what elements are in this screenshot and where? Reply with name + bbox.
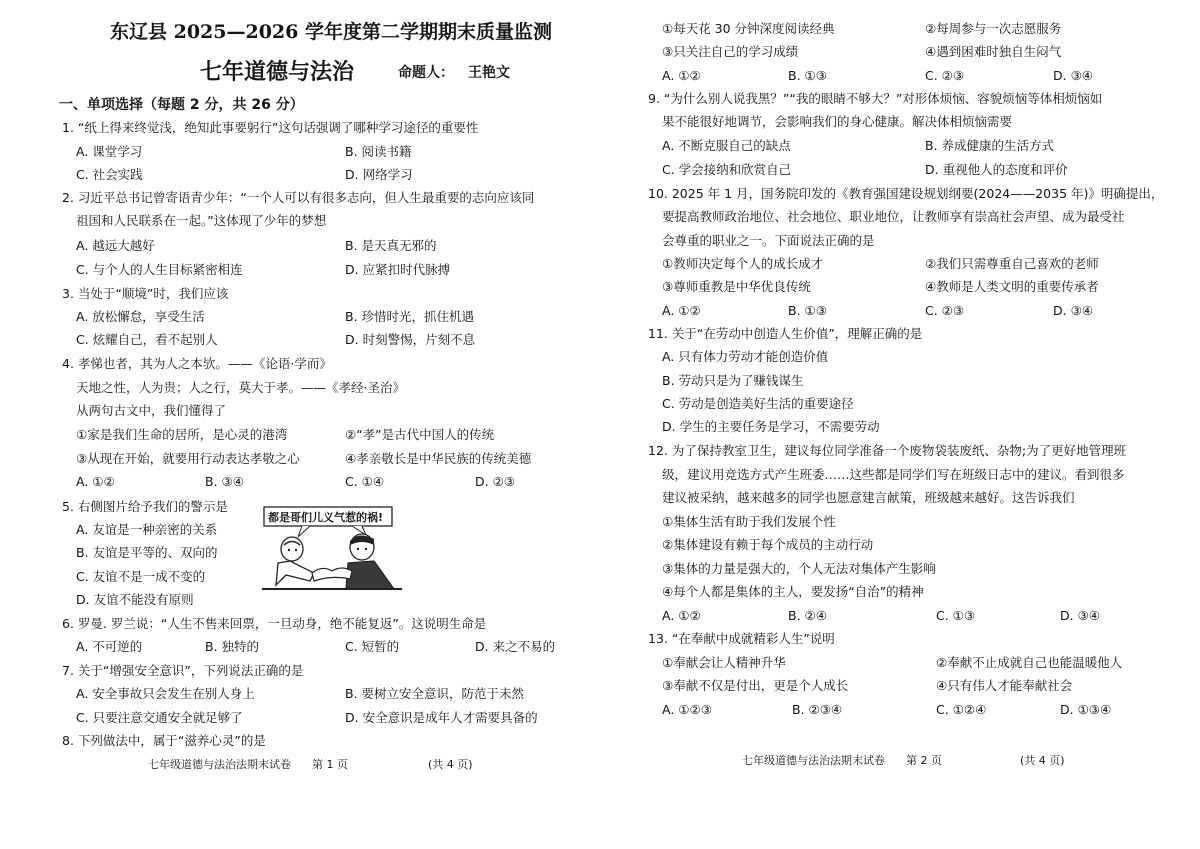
question-11-option-b: B. 劳动只是为了赚钱谋生 <box>662 373 804 388</box>
question-8-option-c: C. ②③ <box>925 68 965 83</box>
subject-title: 七年道德与法治 <box>200 59 355 85</box>
question-12-option-a: A. ①② <box>662 608 701 623</box>
question-2-option-c: C. 与个人的人生目标紧密相连 <box>76 262 243 277</box>
footer-exam-label: 七年级道德与法治法期末试卷 <box>148 758 291 771</box>
question-7-option-a: A. 安全事故只会发生在别人身上 <box>76 686 255 701</box>
question-8-stem: 8. 下列做法中，属于“滋养心灵”的是 <box>62 733 266 748</box>
question-6-stem: 6. 罗曼. 罗兰说：“人生不售来回票，一旦动身，绝不能复返”。这说明生命是 <box>62 616 487 631</box>
question-5-option-b: B. 友谊是平等的、双向的 <box>76 545 218 560</box>
question-11-stem: 11. 关于“在劳动中创造人生价值”，理解正确的是 <box>648 326 923 341</box>
question-4-option-b: B. ③④ <box>205 474 244 489</box>
question-9-option-a: A. 不断克服自己的缺点 <box>662 138 791 153</box>
question-2-option-b: B. 是天真无邪的 <box>345 238 437 253</box>
footer-page-number: 第 2 页 <box>906 754 942 767</box>
question-4-prompt: 从两句古文中，我们懂得了 <box>76 403 227 418</box>
question-12-option-d: D. ③④ <box>1060 608 1100 623</box>
question-10-statement-2: ②我们只需尊重自己喜欢的老师 <box>925 256 1099 271</box>
question-3-option-b: B. 珍惜时光，抓住机遇 <box>345 309 475 324</box>
question-12-stem-cont-1: 级，建议用竞选方式产生班委……这些都是同学们写在班级日志中的建议。看到很多 <box>662 467 1125 482</box>
question-4-quote-2: 天地之性，人为贵；人之行，莫大于孝。——《孝经·圣治》 <box>76 380 405 395</box>
question-10-statement-3: ③尊师重教是中华优良传统 <box>662 279 811 294</box>
question-13-stem: 13. “在奉献中成就精彩人生”说明 <box>648 631 835 646</box>
question-1-stem: 1. “纸上得来终觉浅，绝知此事要躬行”这句话强调了哪种学习途径的重要性 <box>62 120 479 135</box>
question-10-stem: 10. 2025 年 1 月，国务院印发的《教育强国建设规划纲要(2024——2035 年)》明确提出， <box>648 186 1164 201</box>
question-13-option-b: B. ②③④ <box>792 702 843 717</box>
question-13-option-d: D. ①③④ <box>1060 702 1112 717</box>
question-12-statement-3: ③集体的力量是强大的，个人无法对集体产生影响 <box>662 561 936 576</box>
question-4-statement-4: ④孝亲敬长是中华民族的传统美德 <box>345 451 532 466</box>
question-9-stem: 9. “为什么别人说我黑？”“我的眼睛不够大？”对形体烦恼、容貌烦恼等体相烦恼如 <box>648 91 1103 106</box>
cartoon-caption: 都是哥们儿义气惹的祸! <box>268 511 384 524</box>
footer-exam-label: 七年级道德与法治法期末试卷 <box>742 754 885 767</box>
question-12-statement-4: ④每个人都是集体的主人，要发扬“自治”的精神 <box>662 584 924 599</box>
question-6-option-c: C. 短暂的 <box>345 639 400 654</box>
question-6-option-a: A. 不可逆的 <box>76 639 143 654</box>
question-11-option-a: A. 只有体力劳动才能创造价值 <box>662 349 829 364</box>
question-3-option-c: C. 炫耀自己，看不起别人 <box>76 332 218 347</box>
question-12-statement-2: ②集体建设有赖于每个成员的主动行动 <box>662 537 874 552</box>
question-9-option-d: D. 重视他人的态度和评价 <box>925 162 1068 177</box>
question-13-statement-3: ③奉献不仅是付出，更是个人成长 <box>662 678 849 693</box>
question-9-option-b: B. 养成健康的生活方式 <box>925 138 1055 153</box>
question-10-option-c: C. ②③ <box>925 303 965 318</box>
question-5-option-d: D. 友谊不能没有原则 <box>76 592 194 607</box>
question-11-option-c: C. 劳动是创造美好生活的重要途径 <box>662 396 854 411</box>
footer-total-pages: (共 4 页) <box>428 758 473 771</box>
question-4-statement-3: ③从现在开始，就要用行动表达孝敬之心 <box>76 451 300 466</box>
question-10-option-a: A. ①② <box>662 303 701 318</box>
question-4-option-a: A. ①② <box>76 474 115 489</box>
question-4-option-d: D. ②③ <box>475 474 515 489</box>
question-13-statement-2: ②奉献不止成就自己也能温暖他人 <box>936 655 1123 670</box>
question-10-option-b: B. ①③ <box>788 303 827 318</box>
question-13-statement-4: ④只有伟人才能奉献社会 <box>936 678 1073 693</box>
question-4-option-c: C. ①④ <box>345 474 385 489</box>
question-12-stem: 12. 为了保持教室卫生，建议每位同学准备一个废物袋装废纸、杂物;为了更好地管理班 <box>648 443 1127 458</box>
question-7-option-d: D. 安全意识是成年人才需要具备的 <box>345 710 538 725</box>
question-1-option-c: C. 社会实践 <box>76 167 143 182</box>
question-8-option-a: A. ①② <box>662 68 701 83</box>
question-2-stem-cont: 祖国和人民联系在一起。”这体现了少年的梦想 <box>76 213 327 228</box>
question-6-option-d: D. 来之不易的 <box>475 639 556 654</box>
question-5-option-c: C. 友谊不是一成不变的 <box>76 569 206 584</box>
question-9-stem-cont: 果不能很好地调节，会影响我们的身心健康。解决体相烦恼需要 <box>662 114 1013 129</box>
question-1-option-d: D. 网络学习 <box>345 167 413 182</box>
exam-page-2 <box>600 0 1200 849</box>
question-10-stem-cont-2: 会尊重的职业之一。下面说法正确的是 <box>662 233 875 248</box>
question-4-statement-1: ①家是我们生命的居所，是心灵的港湾 <box>76 427 288 442</box>
question-8-option-d: D. ③④ <box>1053 68 1093 83</box>
friendship-cartoon-image <box>262 505 407 593</box>
question-2-stem: 2. 习近平总书记曾寄语青少年：“一个人可以有很多志向，但人生最重要的志向应该同 <box>62 190 535 205</box>
question-5-stem: 5. 右侧图片给予我们的警示是 <box>62 499 228 514</box>
question-13-statement-1: ①奉献会让人精神升华 <box>662 655 786 670</box>
author-label: 命题人： <box>398 65 454 81</box>
question-8-statement-1: ①每天花 30 分钟深度阅读经典 <box>662 21 835 36</box>
question-12-option-c: C. ①③ <box>936 608 976 623</box>
author-name: 王艳文 <box>468 65 510 81</box>
footer-total-pages: (共 4 页) <box>1020 754 1065 767</box>
question-2-option-d: D. 应紧扣时代脉搏 <box>345 262 451 277</box>
question-7-stem: 7. 关于“增强安全意识”，下列说法正确的是 <box>62 663 304 678</box>
question-6-option-b: B. 独特的 <box>205 639 260 654</box>
question-9-option-c: C. 学会接纳和欣赏自己 <box>662 162 792 177</box>
question-10-option-d: D. ③④ <box>1053 303 1093 318</box>
question-12-statement-1: ①集体生活有助于我们发展个性 <box>662 514 836 529</box>
question-12-option-b: B. ②④ <box>788 608 827 623</box>
question-8-option-b: B. ①③ <box>788 68 827 83</box>
question-3-stem: 3. 当处于“顺境”时，我们应该 <box>62 286 229 301</box>
question-13-option-c: C. ①②④ <box>936 702 987 717</box>
question-4-statement-2: ②“孝”是古代中国人的传统 <box>345 427 495 442</box>
question-2-option-a: A. 越远大越好 <box>76 238 155 253</box>
question-8-statement-3: ③只关注自己的学习成绩 <box>662 44 799 59</box>
question-13-option-a: A. ①②③ <box>662 702 712 717</box>
question-1-option-b: B. 阅读书籍 <box>345 144 412 159</box>
question-8-statement-4: ④遇到困难时独自生闷气 <box>925 44 1062 59</box>
question-7-option-c: C. 只要注意交通安全就足够了 <box>76 710 243 725</box>
question-10-stem-cont-1: 要提高教师政治地位、社会地位、职业地位，让教师享有崇高社会声望、成为最受社 <box>662 209 1125 224</box>
question-8-statement-2: ②每周参与一次志愿服务 <box>925 21 1062 36</box>
question-1-option-a: A. 课堂学习 <box>76 144 143 159</box>
footer-page-number: 第 1 页 <box>312 758 348 771</box>
section-heading: 一、单项选择（每题 2 分，共 26 分） <box>59 97 304 113</box>
exam-title: 东辽县 2025—2026 学年度第二学期期末质量监测 <box>110 21 552 43</box>
question-4-stem: 4. 孝悌也者，其为人之本欤。——《论语·学而》 <box>62 356 332 371</box>
question-3-option-d: D. 时刻警惕，片刻不息 <box>345 332 476 347</box>
question-10-statement-4: ④教师是人类文明的重要传承者 <box>925 279 1099 294</box>
question-5-option-a: A. 友谊是一种亲密的关系 <box>76 522 218 537</box>
question-12-stem-cont-2: 建议被采纳，越来越多的同学也愿意建言献策，班级越来越好。这告诉我们 <box>662 490 1075 505</box>
question-11-option-d: D. 学生的主要任务是学习，不需要劳动 <box>662 419 880 434</box>
question-7-option-b: B. 要树立安全意识，防范于未然 <box>345 686 525 701</box>
question-3-option-a: A. 放松懈怠，享受生活 <box>76 309 205 324</box>
question-10-statement-1: ①教师决定每个人的成长成才 <box>662 256 824 271</box>
